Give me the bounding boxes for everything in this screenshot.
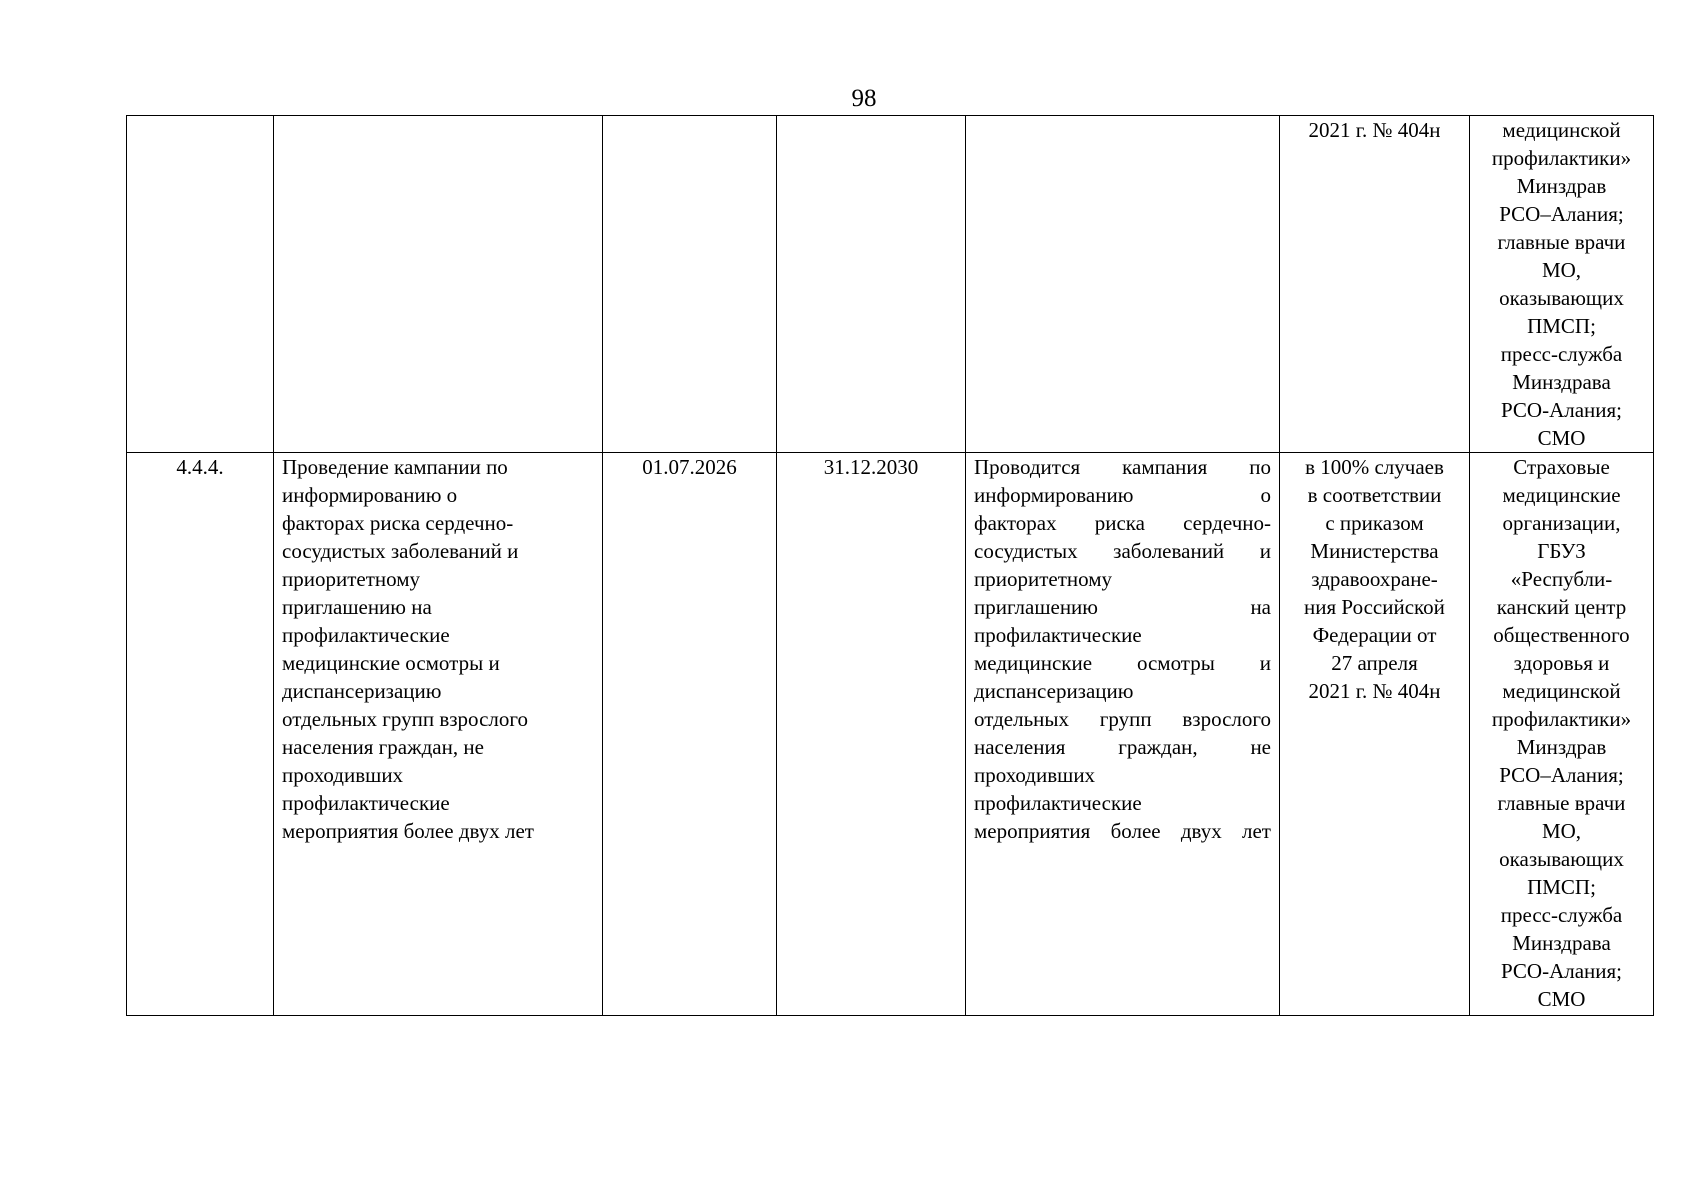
responsible-line: медицинской	[1502, 679, 1621, 703]
result-word: мероприятия	[974, 819, 1091, 843]
result-line	[974, 761, 1271, 789]
indicator-line: в 100% случаев	[1305, 455, 1444, 479]
event-line: факторах риска сердечно-	[282, 511, 514, 535]
event-line: отдельных групп взрослого	[282, 707, 528, 731]
result-line	[974, 453, 1271, 481]
responsible-line: Минздрав	[1516, 174, 1607, 198]
indicator-line: Федерации от	[1312, 623, 1437, 647]
indicator-line: ния Российской	[1304, 595, 1445, 619]
responsible-line: Страховые	[1513, 455, 1610, 479]
responsible-line: профилактики»	[1491, 146, 1632, 170]
result-line	[974, 789, 1271, 817]
result-word: сосудистых	[974, 539, 1078, 563]
result-word: лет	[1242, 819, 1271, 843]
event-line: приглашению на	[282, 595, 432, 619]
result-word: на	[1250, 595, 1271, 619]
event-line: информированию о	[282, 483, 458, 507]
result-word: более	[1110, 819, 1161, 843]
responsible-line: Минздрава	[1512, 931, 1611, 955]
result-word: заболеваний	[1113, 539, 1225, 563]
item-number: 4.4.4.	[176, 455, 224, 479]
result-line	[974, 509, 1271, 537]
result-line	[974, 537, 1271, 565]
responsible-line: ГБУЗ	[1537, 539, 1586, 563]
responsible-line: РСО–Алания;	[1499, 763, 1624, 787]
result-line	[974, 481, 1271, 509]
result-line	[974, 593, 1271, 621]
result-word: не	[1250, 735, 1271, 759]
result-word: профилактические	[974, 791, 1142, 815]
responsible-line: МО,	[1541, 819, 1582, 843]
responsible-line: МО,	[1541, 258, 1582, 282]
cell-indicator-continued	[1280, 116, 1470, 453]
responsible-line: общественного	[1493, 623, 1630, 647]
result-word: двух	[1180, 819, 1222, 843]
responsible-line: РСО-Алания;	[1500, 959, 1623, 983]
result-word: риска	[1094, 511, 1145, 535]
indicator-line: с приказом	[1325, 511, 1424, 535]
event-line: диспансеризацию	[282, 679, 442, 703]
result-word: групп	[1099, 707, 1152, 731]
result-line	[974, 565, 1271, 593]
responsible-line: СМО	[1537, 426, 1586, 450]
responsible-line: организации,	[1502, 511, 1621, 535]
event-line: населения граждан, не	[282, 735, 484, 759]
responsible-line: пресс-служба	[1500, 342, 1623, 366]
page-number: 98	[851, 85, 877, 112]
cell-start-date	[603, 453, 777, 1016]
result-word: факторах	[974, 511, 1057, 535]
result-line	[974, 621, 1271, 649]
result-word: взрослого	[1182, 707, 1271, 731]
responsible-line: ПМСП;	[1527, 314, 1596, 338]
cell-number-empty	[127, 116, 274, 453]
result-word: проходивших	[974, 763, 1096, 787]
result-word: и	[1259, 539, 1271, 563]
cell-result	[966, 453, 1280, 1016]
result-word: отдельных	[974, 707, 1070, 731]
responsible-line: «Республи-	[1510, 567, 1613, 591]
responsible-line: ПМСП;	[1527, 875, 1596, 899]
cell-responsible	[1470, 453, 1654, 1016]
end-date: 31.12.2030	[823, 455, 919, 479]
event-line: приоритетному	[282, 567, 421, 591]
event-line: сосудистых заболеваний и	[282, 539, 519, 563]
result-word: сердечно-	[1183, 511, 1271, 535]
cell-responsible-continued	[1470, 116, 1654, 453]
responsible-line: профилактики»	[1491, 707, 1632, 731]
cell-event-empty	[274, 116, 603, 453]
responsible-line: главные врачи	[1497, 230, 1626, 254]
event-line: профилактические	[282, 791, 450, 815]
result-word: медицинские	[974, 651, 1093, 675]
cell-start-date-empty	[603, 116, 777, 453]
result-word: кампания	[1122, 455, 1208, 479]
table-row-4-4-4	[127, 453, 1654, 1016]
result-word: по	[1249, 455, 1271, 479]
indicator-line: Министерства	[1310, 539, 1439, 563]
event-line: профилактические	[282, 623, 450, 647]
cell-indicator	[1280, 453, 1470, 1016]
indicator-line: 27 апреля	[1331, 651, 1418, 675]
responsible-line: медицинские	[1502, 483, 1621, 507]
result-word: профилактические	[974, 623, 1142, 647]
result-line	[974, 649, 1271, 677]
result-word: приглашению	[974, 595, 1098, 619]
responsible-line: РСО–Алания;	[1499, 202, 1624, 226]
event-line: мероприятия более двух лет	[282, 819, 534, 843]
result-line	[974, 677, 1271, 705]
responsible-line: медицинской	[1502, 118, 1621, 142]
indicator-line: 2021 г. № 404н	[1308, 118, 1441, 142]
responsible-line: канский центр	[1496, 595, 1627, 619]
table-row-continued	[127, 116, 1654, 453]
cell-end-date-empty	[777, 116, 966, 453]
cell-event	[274, 453, 603, 1016]
result-word: диспансеризацию	[974, 679, 1134, 703]
responsible-line: оказывающих	[1499, 286, 1624, 310]
responsible-line: Минздрава	[1512, 370, 1611, 394]
result-word: осмотры	[1136, 651, 1215, 675]
start-date: 01.07.2026	[642, 455, 737, 479]
cell-result-empty	[966, 116, 1280, 453]
responsible-line: РСО-Алания;	[1500, 398, 1623, 422]
responsible-line: оказывающих	[1499, 847, 1624, 871]
result-word: информированию	[974, 483, 1134, 507]
result-word: и	[1259, 651, 1271, 675]
event-line: проходивших	[282, 763, 404, 787]
result-word: Проводится	[974, 455, 1081, 479]
responsible-line: Минздрав	[1516, 735, 1607, 759]
responsible-line: пресс-служба	[1500, 903, 1623, 927]
result-line	[974, 705, 1271, 733]
result-word: приоритетному	[974, 567, 1113, 591]
result-word: о	[1260, 483, 1271, 507]
indicator-line: 2021 г. № 404н	[1308, 679, 1441, 703]
cell-number	[127, 453, 274, 1016]
responsible-line: здоровья и	[1513, 651, 1610, 675]
event-line: Проведение кампании по	[282, 455, 508, 479]
responsible-line: главные врачи	[1497, 791, 1626, 815]
indicator-line: здравоохране-	[1311, 567, 1438, 591]
result-word: населения	[974, 735, 1066, 759]
event-line: медицинские осмотры и	[282, 651, 500, 675]
responsible-line: СМО	[1537, 987, 1586, 1011]
result-line	[974, 733, 1271, 761]
plan-table	[126, 115, 1654, 1016]
indicator-line: в соответствии	[1307, 483, 1442, 507]
cell-end-date	[777, 453, 966, 1016]
result-word: граждан,	[1118, 735, 1198, 759]
result-line	[974, 817, 1271, 845]
